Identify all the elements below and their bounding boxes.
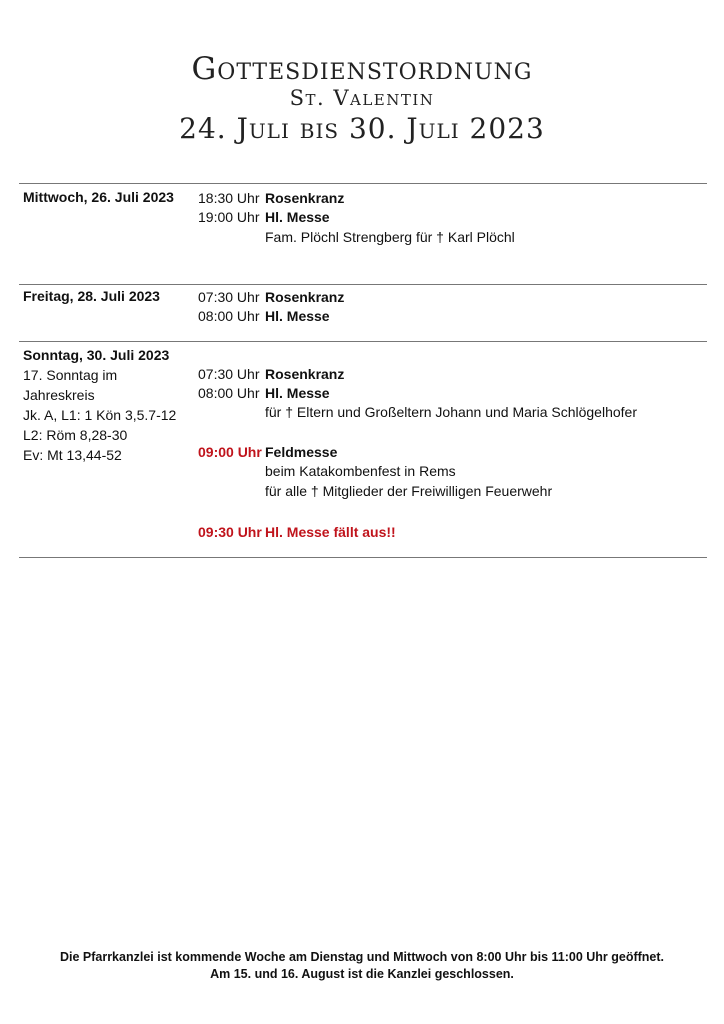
service-time: 07:30 Uhr <box>198 366 260 382</box>
day-heading: Freitag, 28. Juli 2023 <box>23 288 160 304</box>
service-time: 18:30 Uhr <box>198 190 260 206</box>
day-info <box>23 346 193 465</box>
service-entry <box>198 207 330 227</box>
service-time: 08:00 Uhr <box>198 385 260 401</box>
notice-line: Die Pfarrkanzlei ist kommende Woche am Dienstag und Mittwoch von 8:00 Uhr bis 11:00 Uhr geöffnet. <box>59 950 665 964</box>
service-name: Hl. Messe <box>265 308 330 324</box>
service-entry <box>198 383 330 403</box>
service-entry <box>198 188 344 208</box>
divider <box>19 183 707 184</box>
date-range: 24. Juli bis 30. Juli 2023 <box>179 112 545 145</box>
day-heading: Mittwoch, 26. Juli 2023 <box>23 189 174 205</box>
liturgy-info: Jk. A, L1: 1 Kön 3,5.7-12 <box>23 407 177 423</box>
liturgy-info: Jahreskreis <box>23 387 95 403</box>
day-heading: Sonntag, 30. Juli 2023 <box>23 347 170 363</box>
parish-name: St. Valentin <box>289 86 435 110</box>
day-info <box>23 287 193 306</box>
liturgy-info: L2: Röm 8,28-30 <box>23 427 128 443</box>
service-entry <box>198 442 337 462</box>
service-time-highlighted: 09:30 Uhr <box>198 524 262 540</box>
service-name: Hl. Messe <box>265 209 330 225</box>
service-note: für alle † Mitglieder der Freiwilligen Feuerwehr <box>265 483 553 499</box>
service-entry-cancelled <box>198 522 396 542</box>
service-note: für † Eltern und Großeltern Johann und Maria Schlögelhofer <box>265 404 637 420</box>
divider <box>19 557 707 558</box>
service-time-highlighted: 09:00 Uhr <box>198 444 262 460</box>
service-entry <box>198 306 330 326</box>
service-name: Hl. Messe <box>265 385 330 401</box>
service-time: 19:00 Uhr <box>198 209 260 225</box>
day-info <box>23 188 193 207</box>
service-entry <box>198 364 344 384</box>
service-note: beim Katakombenfest in Rems <box>265 463 456 479</box>
service-name: Rosenkranz <box>265 190 345 206</box>
service-cancelled-notice: Hl. Messe fällt aus!! <box>265 524 396 540</box>
office-hours-notice <box>0 949 724 983</box>
notice-line: Am 15. und 16. August ist die Kanzlei geschlossen. <box>210 967 514 981</box>
page-header <box>0 52 724 146</box>
service-name: Rosenkranz <box>265 366 345 382</box>
service-note: Fam. Plöchl Strengberg für † Karl Plöchl <box>265 229 515 245</box>
service-time: 08:00 Uhr <box>198 308 260 324</box>
page-title: Gottesdienstordnung <box>191 51 533 87</box>
liturgy-info: Ev: Mt 13,44-52 <box>23 447 122 463</box>
liturgy-info: 17. Sonntag im <box>23 367 118 383</box>
service-entry <box>198 287 344 307</box>
service-name: Rosenkranz <box>265 289 345 305</box>
divider <box>19 284 707 285</box>
service-name: Feldmesse <box>265 444 338 460</box>
divider <box>19 341 707 342</box>
service-time: 07:30 Uhr <box>198 289 260 305</box>
